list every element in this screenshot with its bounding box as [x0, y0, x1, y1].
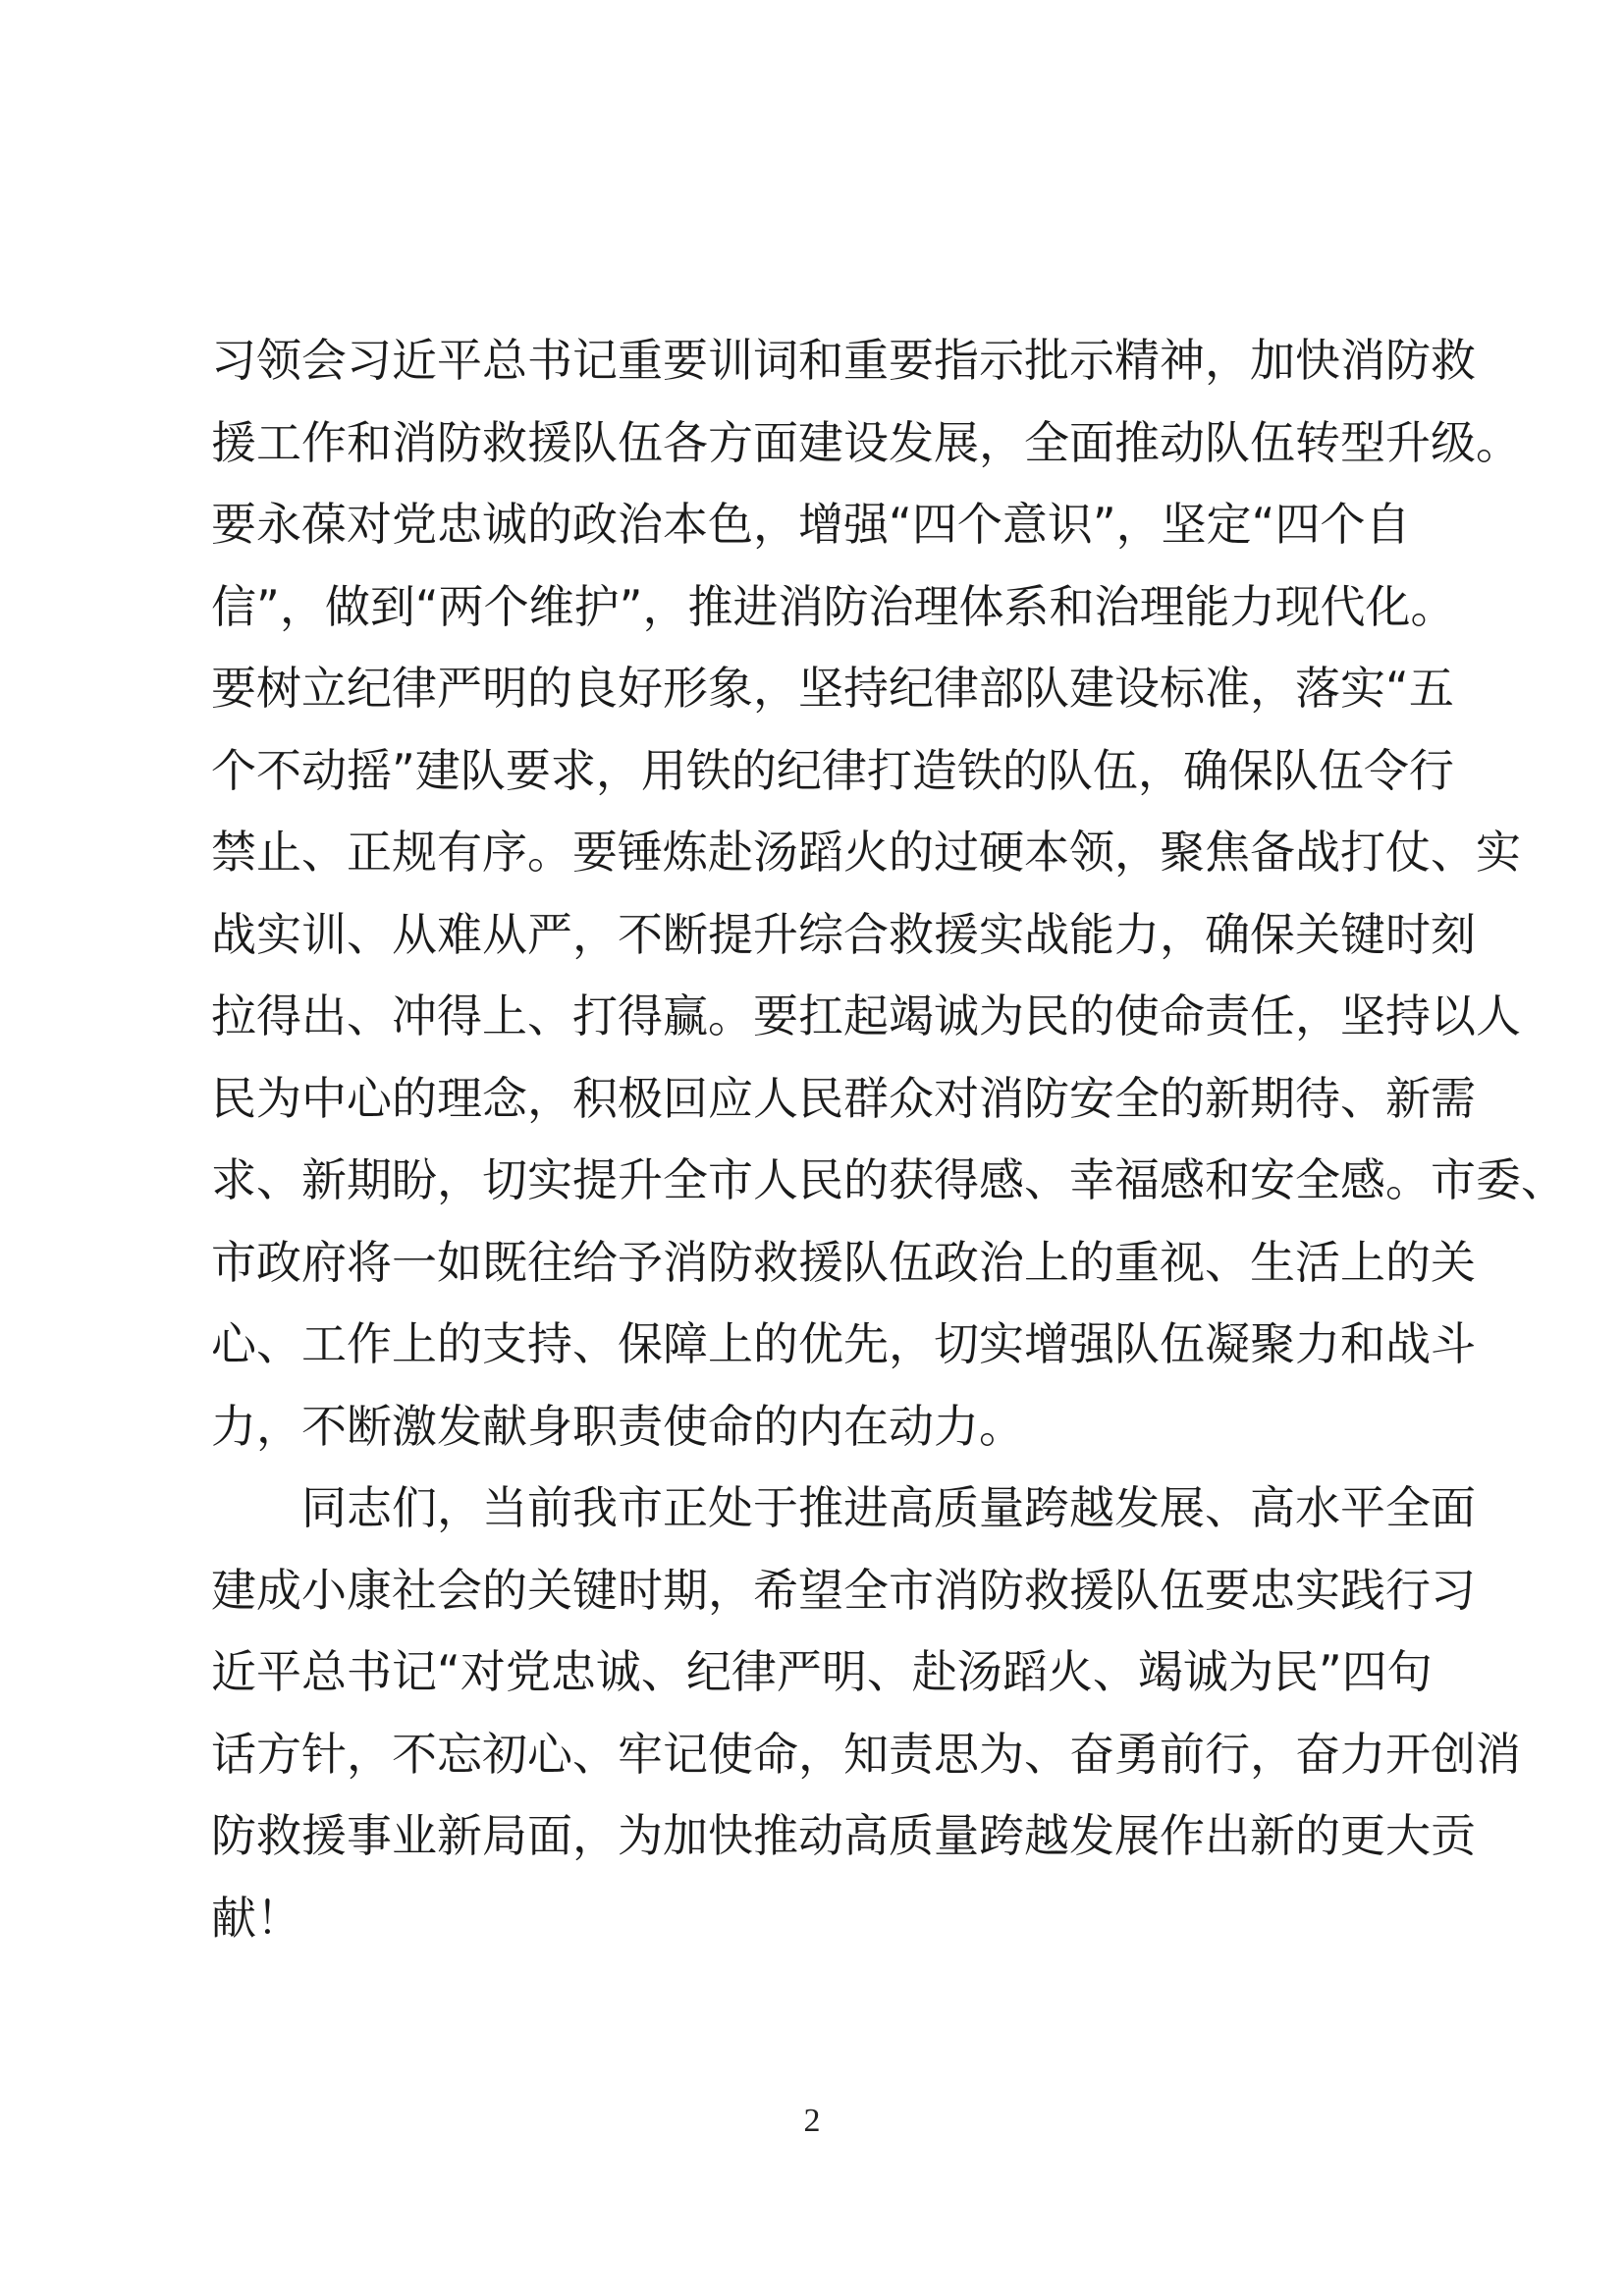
text-line: 习领会习近平总书记重要训词和重要指示批示精神，加快消防救 [211, 334, 1476, 387]
text-line: 要永葆对党忠诚的政治本色，增强“四个意识”，坚定“四个自 [211, 498, 1411, 551]
text-line: 要树立纪律严明的良好形象，坚持纪律部队建设标准，落实“五 [211, 662, 1454, 715]
text-line: 防救援事业新局面，为加快推动高质量跨越发展作出新的更大贡 [211, 1809, 1476, 1862]
text-line: 建成小康社会的关键时期，希望全市消防救援队伍要忠实践行习 [211, 1563, 1476, 1617]
text-line: 援工作和消防救援队伍各方面建设发展，全面推动队伍转型升级。 [211, 415, 1521, 469]
text-line: 信”，做到“两个维护”，推进消防治理体系和治理能力现代化。 [211, 579, 1456, 633]
page-number: 2 [803, 2103, 821, 2139]
text-line: 力，不断激发献身职责使命的内在动力。 [211, 1399, 1024, 1453]
text-line: 献！ [211, 1891, 301, 1945]
text-line: 民为中心的理念，积极回应人民群众对消防安全的新期待、新需 [211, 1071, 1476, 1125]
text-line: 话方针，不忘初心、牢记使命，知责思为、奋勇前行，奋力开创消 [211, 1727, 1521, 1781]
text-line: 求、新期盼，切实提升全市人民的获得感、幸福感和安全感。市委、 [211, 1153, 1566, 1206]
text-line: 近平总书记“对党忠诚、纪律严明、赴汤蹈火、竭诚为民”四句 [211, 1645, 1433, 1698]
body-text [211, 320, 1566, 1959]
text-line: 市政府将一如既往给予消防救援队伍政治上的重视、生活上的关 [211, 1235, 1476, 1289]
text-line: 战实训、从难从严，不断提升综合救援实战能力，确保关键时刻 [211, 907, 1476, 961]
text-line: 同志们，当前我市正处于推进高质量跨越发展、高水平全面 [211, 1481, 1476, 1534]
text-line: 拉得出、冲得上、打得赢。要扛起竭诚为民的使命责任，坚持以人 [211, 989, 1521, 1042]
text-line: 禁止、正规有序。要锤炼赴汤蹈火的过硬本领，聚焦备战打仗、实 [211, 826, 1521, 879]
text-line: 个不动摇”建队要求，用铁的纪律打造铁的队伍，确保队伍令行 [211, 743, 1454, 797]
text-line: 心、工作上的支持、保障上的优先，切实增强队伍凝聚力和战斗 [211, 1317, 1476, 1370]
